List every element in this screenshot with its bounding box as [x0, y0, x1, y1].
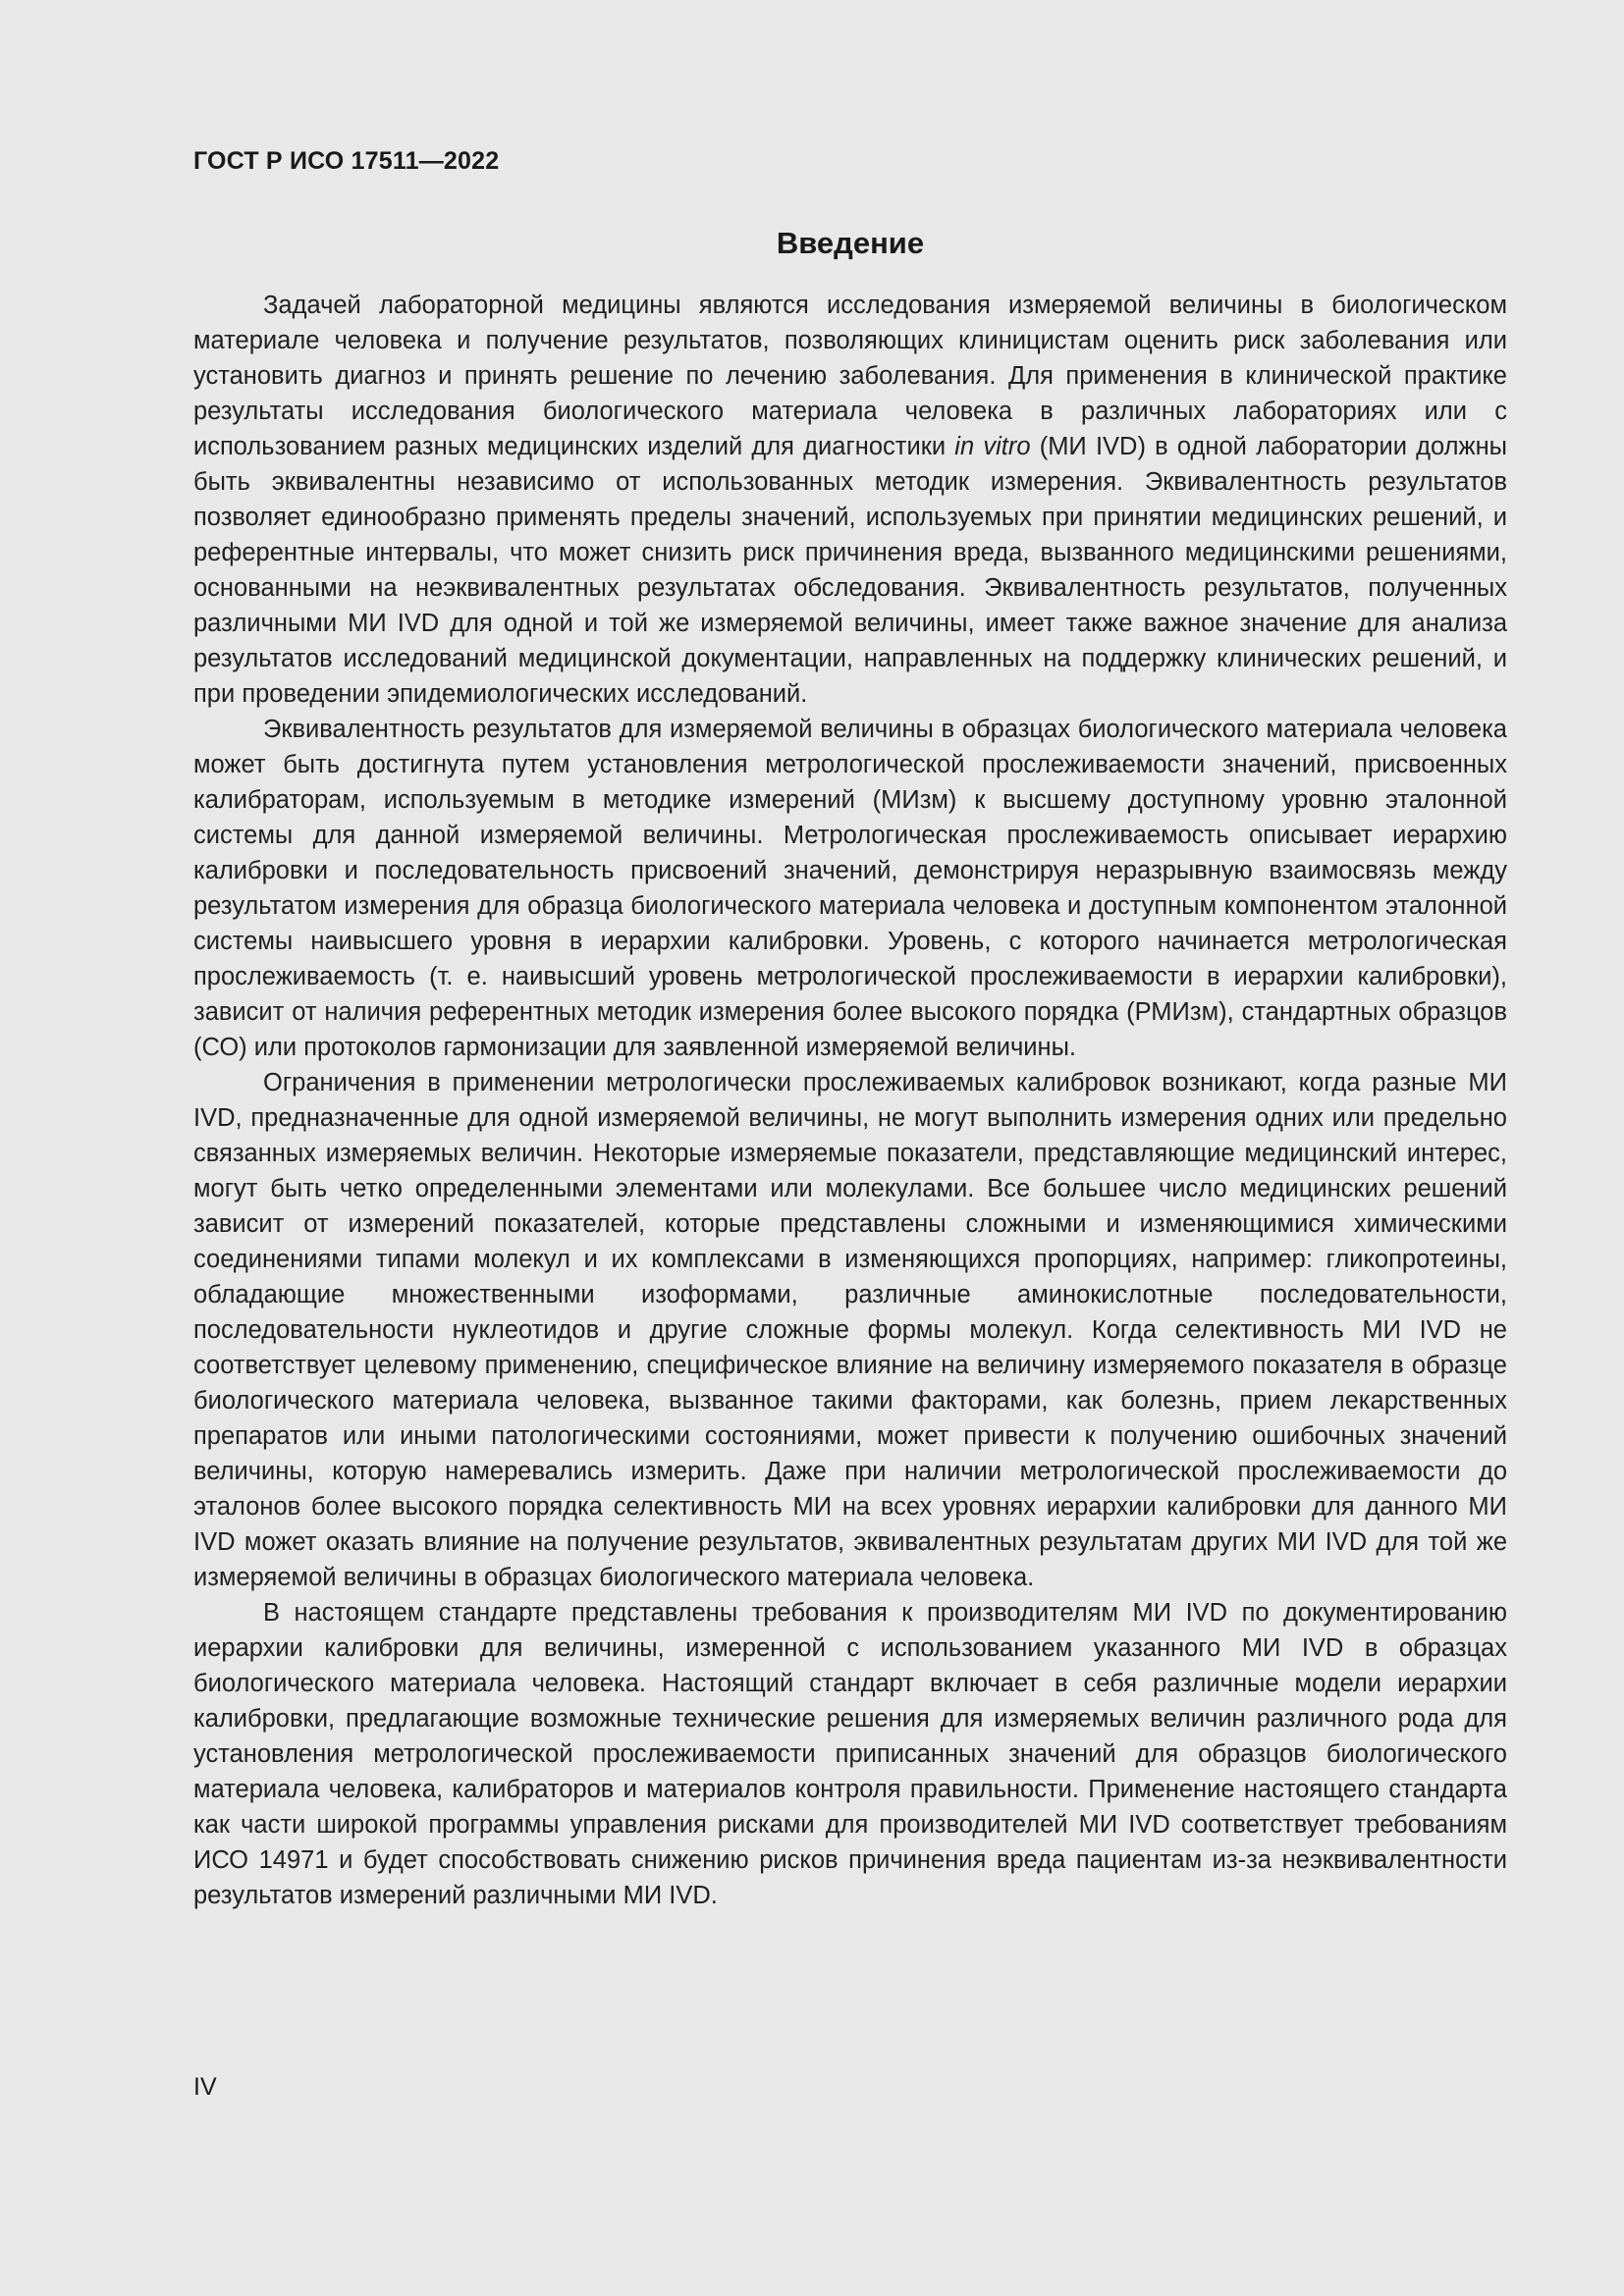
paragraph [193, 288, 1507, 712]
paragraph-text: Задачей лабораторной медицины являются исследования измеряемой величины в биологическом материале человека и получение результатов, позволяющих клиницистам оценить риск заболевания или установить диагноз и принять решение по лечению заболевания. Для применения в клинической практике результаты исследования биологического материала человека в различных лабораториях или с использованием разных медицинских изделий для диагностики [193, 292, 1507, 460]
page-number: IV [193, 2073, 217, 2101]
section-body [193, 288, 1507, 1913]
section-title: Введение [776, 226, 925, 260]
paragraph-italic-text: in vitro [954, 433, 1031, 460]
paragraph: В настоящем стандарте представлены требования к производителям МИ IVD по документированию иерархии калибровки для величины, измеренной с использованием указанного МИ IVD в образцах биологического материала человека. Настоящий стандарт включает в себя различные модели иерархии калибровки, предлагающие возможные технические решения для измеряемых величин различного рода для установления метрологической прослеживаемости приписанных значений для образцов биологического материала человека, калибраторов и материалов контроля правильности. Применение настоящего стандарта как части широкой программы управления рисками для производителей МИ IVD соответствует требованиям ИСО 14971 и будет способствовать снижению рисков причинения вреда пациентам из-за неэквивалентности результатов измерений различными МИ IVD. [193, 1599, 1507, 1909]
paragraph-text: (МИ IVD) в одной лаборатории должны быть эквивалентны независимо от использованных методик измерения. Эквивалентность результатов позволяет единообразно применять пределы значений, используемых при принятии медицинских решений, и референтные интервалы, что может снизить риск причинения вреда, вызванного медицинскими решениями, основанными на неэквивалентных результатах обследования. Эквивалентность результатов, полученных различными МИ IVD для одной и той же измеряемой величины, имеет также важное значение для анализа результатов исследований медицинской документации, направленных на поддержку клинических решений, и при проведении эпидемиологических исследований. [193, 433, 1508, 708]
paragraph: Ограничения в применении метрологически прослеживаемых калибровок возникают, когда разные МИ IVD, предназначенные для одной измеряемой величины, не могут выполнить измерения одних или предельно связанных измеряемых величин. Некоторые измеряемые показатели, представляющие медицинский интерес, могут быть четко определенными элементами или молекулами. Все большее число медицинских решений зависит от измерений показателей, которые представлены сложными и изменяющимися химическими соединениями типами молекул и их комплексами в изменяющихся пропорциях, например: гликопротеины, обладающие множественными изоформами, различные аминокислотные последовательности, последовательности нуклеотидов и другие сложные формы молекул. Когда селективность МИ IVD не соответствует целевому применению, специфическое влияние на величину измеряемого показателя в образце биологического материала человека, вызванное такими факторами, как болезнь, прием лекарственных препаратов или иными патологическими состояниями, может привести к получению ошибочных значений величины, которую намеревались измерить. Даже при наличии метрологической прослеживаемости до эталонов более высокого порядка селективность МИ на всех уровнях иерархии калибровки для данного МИ IVD может оказать влияние на получение результатов, эквивалентных результатам других МИ IVD для той же измеряемой величины в образцах биологического материала человека. [193, 1069, 1507, 1591]
document-header: ГОСТ Р ИСО 17511—2022 [193, 147, 500, 175]
paragraph: Эквивалентность результатов для измеряемой величины в образцах биологического материала человека может быть достигнута путем установления метрологической прослеживаемости значений, присвоенных калибраторам, используемым в методике измерений (МИзм) к высшему доступному уровню эталонной системы для данной измеряемой величины. Метрологическая прослеживаемость описывает иерархию калибровки и последовательность присвоений значений, демонстрируя неразрывную взаимосвязь между результатом измерения для образца биологического материала человека и доступным компонентом эталонной системы наивысшего уровня в иерархии калибровки. Уровень, с которого начинается метрологическая прослеживаемость (т. е. наивысший уровень метрологической прослеживаемости в иерархии калибровки), зависит от наличия референтных методик измерения более высокого порядка (РМИзм), стандартных образцов (СО) или протоколов гармонизации для заявленной измеряемой величины. [193, 716, 1507, 1061]
